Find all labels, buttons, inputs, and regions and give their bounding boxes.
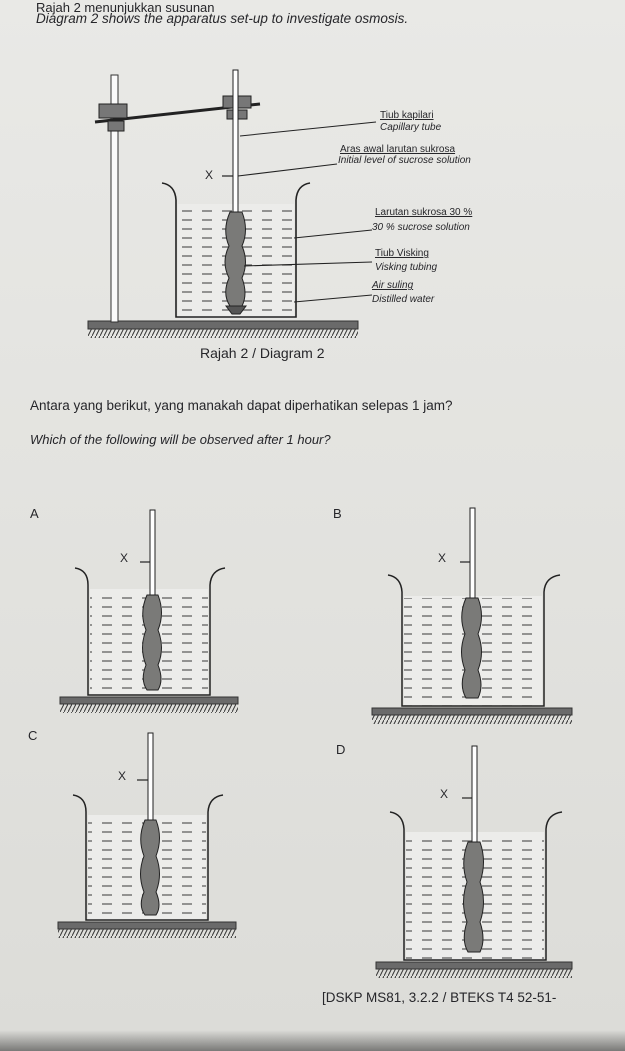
label-visking-ms: Tiub Visking <box>375 248 429 259</box>
option-d-diagram <box>376 746 572 978</box>
diagram-caption: Rajah 2 / Diagram 2 <box>200 345 325 361</box>
main-diagram <box>88 70 376 338</box>
source-reference: [DSKP MS81, 3.2.2 / BTEKS T4 52-51- <box>322 990 557 1005</box>
label-capillary-en: Capillary tube <box>380 122 442 133</box>
label-water-ms: Air suling <box>372 280 414 291</box>
label-visking-en: Visking tubing <box>375 262 438 273</box>
page-edge-shadow <box>0 1030 625 1051</box>
label-initial-en: Initial level of sucrose solution <box>338 155 471 166</box>
question-english: Which of the following will be observed after 1 hour? <box>30 432 331 447</box>
option-b-diagram <box>372 508 572 724</box>
intro-english: Diagram 2 shows the apparatus set-up to investigate osmosis. <box>36 11 409 26</box>
option-d-letter[interactable]: D <box>336 742 346 757</box>
option-a-diagram <box>60 510 238 713</box>
label-sucrose-ms: Larutan sukrosa 30 % <box>375 207 473 218</box>
option-c-letter[interactable]: C <box>28 728 38 743</box>
option-d-x-label: X <box>440 787 449 801</box>
question-malay: Antara yang berikut, yang manakah dapat diperhatikan selepas 1 jam? <box>30 398 453 413</box>
option-b-letter[interactable]: B <box>333 506 342 521</box>
label-water-en: Distilled water <box>372 294 435 305</box>
intro-malay: Rajah 2 menunjukkan susunan <box>36 0 215 15</box>
option-a-x-label: X <box>120 551 129 565</box>
option-c-x-label: X <box>118 769 127 783</box>
option-b-x-label: X <box>438 551 447 565</box>
x-marker-label: X <box>205 168 214 182</box>
option-c-diagram <box>58 733 236 938</box>
label-initial-ms: Aras awal larutan sukrosa <box>340 144 456 155</box>
label-capillary-ms: Tiub kapilari <box>380 110 434 121</box>
option-a-letter[interactable]: A <box>30 506 39 521</box>
label-sucrose-en: 30 % sucrose solution <box>372 222 470 233</box>
